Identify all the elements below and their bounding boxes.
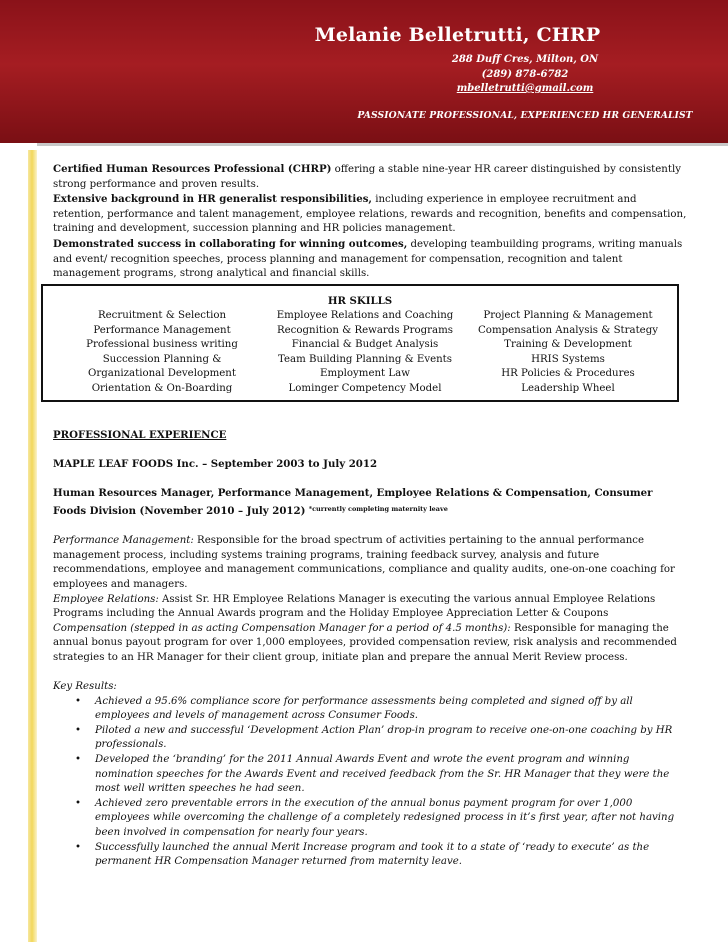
skill-item: Financial & Budget Analysis xyxy=(291,339,439,351)
duty-label: Compensation (stepped in as acting Compensation Manager for a period of 4.5 months): xyxy=(53,622,511,634)
bullet: • xyxy=(75,754,82,766)
summary-lead: Extensive background in HR generalist responsibilities, xyxy=(53,193,372,206)
phone: (289) 878-6782 xyxy=(481,68,569,80)
summary-paragraph xyxy=(53,192,688,237)
skill-item: Organizational Development xyxy=(88,368,236,380)
skills-title: HR SKILLS xyxy=(327,295,393,307)
skill-item: Leadership Wheel xyxy=(521,382,615,394)
spacer xyxy=(53,666,685,681)
bullet: • xyxy=(75,695,82,707)
section-title: PROFESSIONAL EXPERIENCE xyxy=(53,429,227,441)
duty-label: Performance Management: xyxy=(53,535,194,547)
summary-section xyxy=(53,162,688,282)
result-text: Developed the ‘branding’ for the 2011 Annual Awards Event and wrote the event program and winning nomination speeches for the Awards Event and received feedback from the Sr. HR Manager that they were the most well written speeches he had seen. xyxy=(95,754,670,795)
skill-item: Recognition & Rewards Programs xyxy=(276,324,454,336)
header-band-left xyxy=(0,0,37,143)
header-band xyxy=(37,0,728,146)
duty-label: Employee Relations: xyxy=(53,593,159,605)
duty-text: Responsible for the broad spectrum of activities pertaining to the annual performance management process, including systems training programs, training feedback survey, analysis and future recommendations, employee and management communications, compliance and quality audits, one-on-one coaching for employees and managers. xyxy=(53,535,675,590)
skill-item: Lominger Competency Model xyxy=(288,382,442,394)
result-text: Achieved zero preventable errors in the execution of the annual bonus payment program for over 1,000 employees while overcoming the challenge of a completely redesigned process in it’s first year, after not having been involved in compensation for nearly four years. xyxy=(95,797,675,839)
company-heading: MAPLE LEAF FOODS Inc. – September 2003 to July 2012 xyxy=(53,458,378,471)
summary-text: including experience in employee recruitment and retention, performance and talent management, employee relations, rewards and recognition, benefits and compensation, training and development, succession planning and HR policies management. xyxy=(53,194,687,235)
bullet: • xyxy=(75,724,82,736)
skills-column-2 xyxy=(265,309,465,397)
spacer xyxy=(53,472,685,487)
bullet: • xyxy=(75,841,82,853)
duty-text: Responsible for managing the annual bonus payout program for over 1,000 employees, provided compensation review, risk analysis and recommended strategies to an HR Manager for their client group, initiate plan and prepare the annual Merit Review process. xyxy=(53,622,677,663)
result-text: Successfully launched the annual Merit Increase program and took it to a state of ‘ready to execute’ as the permanent HR Compensation Manager returned from maternity leave. xyxy=(95,841,650,868)
spacer xyxy=(53,443,685,458)
skill-item: Project Planning & Management xyxy=(483,310,653,321)
list-item xyxy=(75,797,685,841)
summary-paragraph xyxy=(53,237,688,282)
role-heading xyxy=(53,486,685,519)
summary-lead: Certified Human Resources Professional (CHRP) xyxy=(53,163,332,175)
candidate-name: Melanie Belletrutti, CHRP xyxy=(314,24,601,46)
skill-item: Performance Management xyxy=(93,324,231,336)
tagline: PASSIONATE PROFESSIONAL, EXPERIENCED HR GENERALIST xyxy=(357,110,693,121)
skill-item: Employment Law xyxy=(320,368,410,380)
hr-skills-box xyxy=(41,284,679,402)
accent-bar xyxy=(28,150,37,942)
result-text: Piloted a new and successful ‘Development Action Plan’ drop-in program to receive one-on-one coaching by HR professionals. xyxy=(95,724,673,751)
key-results-list xyxy=(53,695,685,870)
summary-lead: Demonstrated success in collaborating for winning outcomes, xyxy=(53,237,408,250)
skill-item: HRIS Systems xyxy=(531,353,605,365)
spacer xyxy=(53,520,685,535)
duty-paragraph xyxy=(53,534,685,592)
skill-item: Training & Development xyxy=(504,339,632,351)
skill-item: Employee Relations and Coaching xyxy=(276,310,454,321)
summary-text: offering a stable nine-year HR career distinguished by consistently strong performance and proven results. xyxy=(53,164,681,190)
role-note: *currently completing maternity leave xyxy=(308,504,448,513)
email-link[interactable]: mbelletrutti@gmail.com xyxy=(456,83,594,94)
skills-column-3 xyxy=(463,309,673,397)
bullet: • xyxy=(75,797,82,809)
role-title: Human Resources Manager, Performance Management, Employee Relations & Compensation, Consumer Foods Division (November 2010 – July 2012) xyxy=(53,487,653,517)
list-item xyxy=(75,724,685,753)
skill-item: Professional business writing xyxy=(86,339,238,351)
duty-paragraph xyxy=(53,593,685,622)
skill-item: Compensation Analysis & Strategy xyxy=(478,324,658,336)
address: 288 Duff Cres, Milton, ON xyxy=(451,54,599,65)
skills-column-1 xyxy=(57,309,267,397)
list-item xyxy=(75,695,685,724)
list-item xyxy=(75,753,685,797)
skill-item: Succession Planning & xyxy=(102,353,222,365)
summary-text: developing teambuilding programs, writing manuals and event/ recognition speeches, process planning and management for compensation, recognition and talent management programs, strong analytical and financial skills. xyxy=(53,238,683,280)
duty-paragraph xyxy=(53,622,685,666)
summary-paragraph xyxy=(53,162,688,192)
key-results-label: Key Results: xyxy=(53,681,117,693)
skill-item: Team Building Planning & Events xyxy=(278,353,452,365)
experience-section xyxy=(53,428,685,870)
list-item xyxy=(75,841,685,870)
skill-item: HR Policies & Procedures xyxy=(501,368,635,380)
skill-item: Recruitment & Selection xyxy=(97,310,227,321)
skill-item: Orientation & On-Boarding xyxy=(91,382,233,394)
result-text: Achieved a 95.6% compliance score for performance assessments being completed and signed off by all employees and levels of management across Consumer Foods. xyxy=(95,695,633,722)
duty-text: Assist Sr. HR Employee Relations Manager is executing the various annual Employee Relations Programs including the Annual Awards program and the Holiday Employee Appreciation Letter & Coupons xyxy=(53,593,656,620)
contact-block xyxy=(37,53,728,97)
